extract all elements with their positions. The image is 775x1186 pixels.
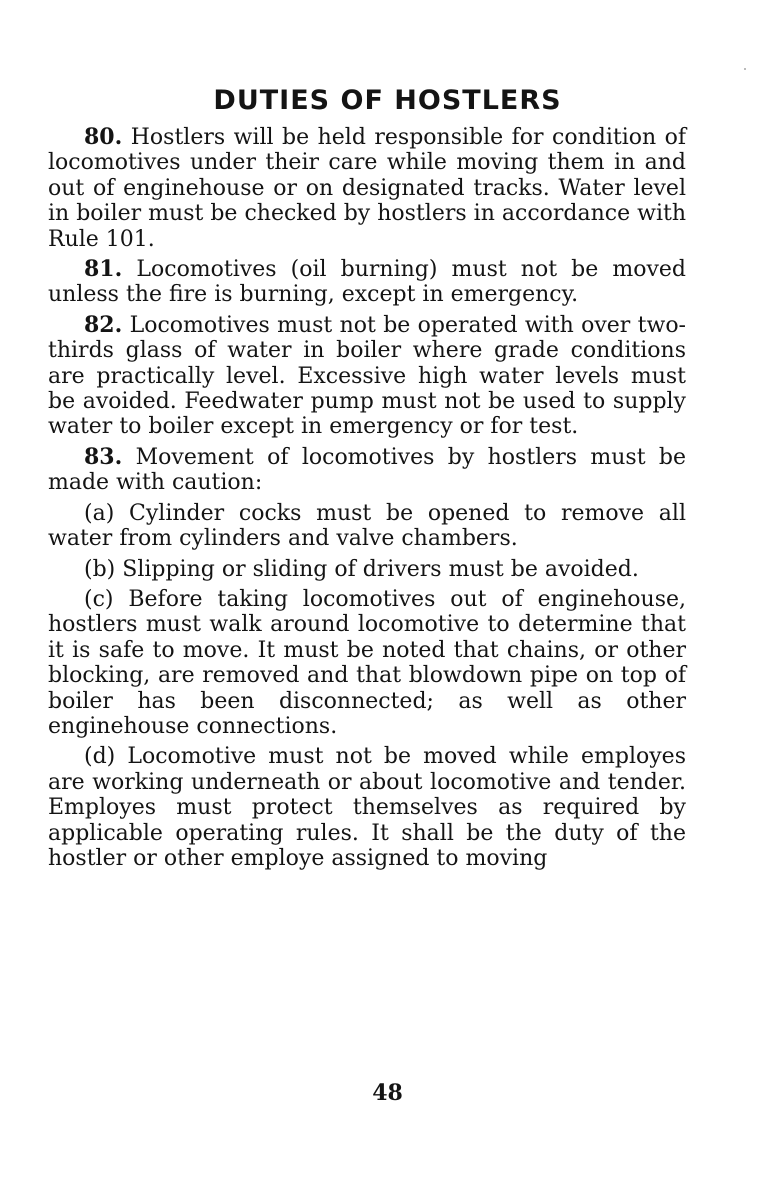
rule-text: Hostlers will be held responsible for condition of locomotives under their care while moving them in and out of enginehouse or on designated tracks. Water level in boiler must be checked by hostlers in accordance with Rule 101. [48, 125, 686, 252]
subrule-c [48, 587, 686, 739]
subrule-label: (a) [84, 500, 115, 526]
subrule-a [48, 501, 686, 552]
rule-82 [48, 313, 686, 440]
subrule-label: (c) [84, 586, 114, 612]
rule-81 [48, 257, 686, 308]
rule-80 [48, 125, 686, 252]
subrule-text: Locomotive must not be moved while employes are working underneath or about locomotive and tender. Employes must protect themselves as required by applicable operating rules. It shall be the duty of the hostler or other employe assigned to moving [48, 744, 686, 871]
rule-text: Movement of locomotives by hostlers must be made with caution: [48, 444, 686, 496]
rule-number: 81. [84, 256, 123, 283]
subrule-b [48, 557, 686, 582]
page-title: DUTIES OF HOSTLERS [213, 85, 562, 116]
rule-number: 80. [84, 124, 123, 150]
subrule-text: Before taking locomotives out of enginehouse, hostlers must walk around locomotive to determine that it is safe to move. It must be noted that chains, or other blocking, are removed and that blowdown pipe on top of boiler has been disconnected; as well as other enginehouse connections. [48, 586, 686, 739]
paper-speck [744, 68, 746, 70]
rule-number: 82. [84, 311, 123, 338]
subrule-d [48, 744, 686, 871]
subrule-label: (d) [84, 744, 116, 770]
page-number: 48 [372, 1080, 403, 1106]
subrule-text: Cylinder cocks must be opened to remove all water from cylinders and valve chambers. [48, 500, 686, 552]
rule-number: 83. [84, 443, 123, 470]
rules-body [48, 125, 686, 876]
subrule-text: Slipping or sliding of drivers must be avoided. [122, 556, 639, 582]
rule-text: Locomotives must not be operated with over two-thirds glass of water in boiler where grade conditions are practically level. Excessive high water levels must be avoided. Feedwater pump must not be used to supply water to boiler except in emergency or for test. [48, 312, 686, 440]
subrule-label: (b) [84, 556, 116, 582]
rule-83 [48, 445, 686, 496]
rule-text: Locomotives (oil burning) must not be moved unless the fire is burning, except in emergency. [48, 257, 687, 308]
